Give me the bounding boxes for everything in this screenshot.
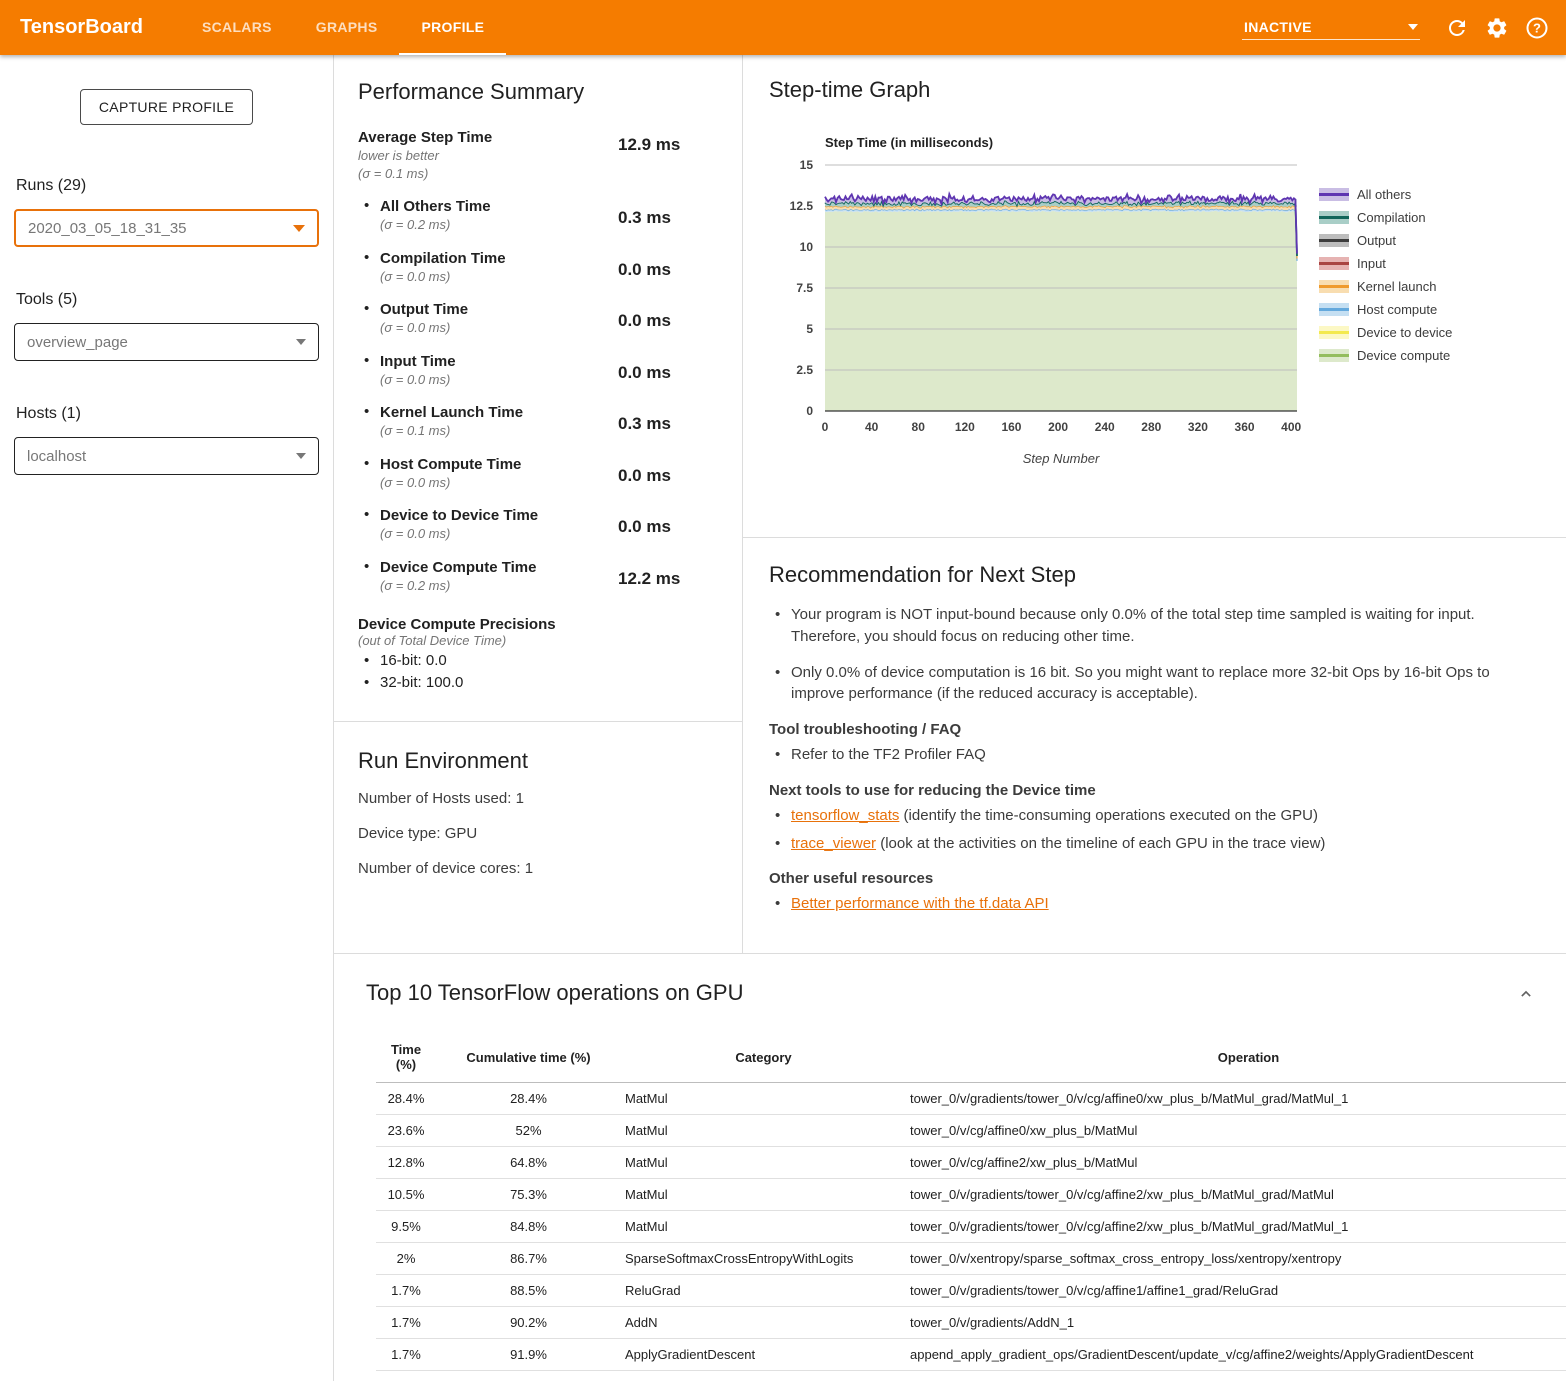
- top-navbar: [0, 0, 1566, 55]
- precisions-subtitle: (out of Total Device Time): [358, 633, 507, 649]
- table-cell: 90.2%: [436, 1307, 621, 1339]
- table-cell: ReluGrad: [621, 1275, 906, 1307]
- device-compute-precisions: [358, 616, 718, 694]
- table-cell: 23.6%: [376, 1115, 436, 1147]
- table-cell: 1.7%: [376, 1339, 436, 1371]
- metric-average-step-time: [358, 129, 718, 182]
- table-cell: 52%: [436, 1115, 621, 1147]
- table-row: [376, 1275, 1566, 1307]
- device-cores-line: Number of device cores: 1: [358, 860, 534, 877]
- chart-legend: [1319, 187, 1452, 371]
- svg-text:10: 10: [799, 240, 813, 254]
- link[interactable]: tensorflow_stats: [791, 806, 900, 824]
- recommendation-section: [743, 538, 1566, 953]
- svg-text:0: 0: [821, 420, 829, 434]
- svg-text:12.5: 12.5: [789, 199, 813, 213]
- legend-label: Host compute: [1357, 302, 1438, 317]
- table-row: [376, 1307, 1566, 1339]
- table-cell: 75.3%: [436, 1179, 621, 1211]
- table-cell: tower_0/v/xentropy/sparse_softmax_cross_entropy_loss/xentropy/xentropy: [906, 1243, 1566, 1275]
- table-cell: 1.7%: [376, 1275, 436, 1307]
- top-ops-table: [376, 1034, 1566, 1371]
- x-axis-label: Step Number: [1022, 451, 1100, 466]
- svg-text:?: ?: [1533, 20, 1541, 35]
- legend-swatch-icon: [1319, 188, 1349, 201]
- svg-text:120: 120: [954, 420, 975, 434]
- legend-item: [1319, 233, 1452, 248]
- table-cell: 86.7%: [436, 1243, 621, 1275]
- table-cell: 1.7%: [376, 1307, 436, 1339]
- table-row: [376, 1243, 1566, 1275]
- svg-text:7.5: 7.5: [796, 281, 813, 295]
- legend-item: [1319, 187, 1452, 202]
- table-cell: AddN: [621, 1307, 906, 1339]
- recommendation-subhead: Tool troubleshooting / FAQ: [769, 721, 962, 738]
- svg-text:15: 15: [799, 158, 813, 172]
- metric-sigma: (σ = 0.1 ms): [358, 165, 429, 181]
- table-row: [376, 1083, 1566, 1115]
- runs-select[interactable]: [14, 209, 319, 247]
- column-header: Cumulative time (%): [436, 1034, 621, 1083]
- svg-text:400: 400: [1281, 420, 1302, 434]
- top-ops-section: [334, 954, 1566, 1381]
- svg-text:240: 240: [1094, 420, 1115, 434]
- recommendation-bullet: • Only 0.0% of device computation is 16 bit. So you might want to replace more 32-bit Ops by 16-bit Ops to improve performance (if the reduced accuracy is acceptable).: [769, 662, 1540, 706]
- content: [334, 55, 1566, 1381]
- recommendation-subhead: Next tools to use for reducing the Device time: [769, 781, 1096, 799]
- legend-item: [1319, 325, 1452, 340]
- table-cell: 88.5%: [436, 1275, 621, 1307]
- column-header: Time (%): [376, 1034, 436, 1083]
- tools-select-value: overview_page: [27, 333, 128, 351]
- legend-swatch-icon: [1319, 303, 1349, 316]
- area-device-compute: [825, 211, 1297, 411]
- recommendation-item: • trace_viewer (look at the activities on the timeline of each GPU in the trace view): [769, 833, 1540, 855]
- help-icon[interactable]: [1524, 15, 1550, 41]
- table-cell: MatMul: [621, 1147, 906, 1179]
- recommendation-links-list: [769, 744, 1540, 766]
- legend-label: Device to device: [1357, 325, 1453, 340]
- recommendation-bullets: [769, 604, 1540, 705]
- tab-graphs[interactable]: GRAPHS: [315, 18, 378, 35]
- precision-item: • 16-bit: 0.0: [358, 650, 718, 672]
- table-cell: append_apply_gradient_ops/GradientDescent/update_v/cg/affine2/weights/ApplyGradientDescent: [906, 1339, 1566, 1371]
- legend-label: Output: [1357, 233, 1397, 248]
- precision-item: • 32-bit: 100.0: [358, 672, 718, 694]
- table-cell: MatMul: [621, 1179, 906, 1211]
- performance-summary-section: [334, 55, 742, 722]
- recommendation-title: Recommendation for Next Step: [769, 562, 1076, 587]
- table-row: [376, 1115, 1566, 1147]
- recommendation-links-list: [769, 805, 1540, 855]
- svg-text:40: 40: [864, 420, 879, 434]
- runs-label: Runs (29): [16, 177, 87, 194]
- runs-select-value: 2020_03_05_18_31_35: [28, 219, 187, 237]
- metric-list: [358, 198, 718, 594]
- legend-swatch-icon: [1319, 280, 1349, 293]
- legend-label: Compilation: [1357, 210, 1426, 225]
- table-row: [376, 1147, 1566, 1179]
- refresh-icon[interactable]: [1444, 15, 1470, 41]
- column-header: Operation: [906, 1034, 1566, 1083]
- metric-item: • Compilation Time (σ = 0.0 ms) 0.0 ms: [358, 250, 718, 286]
- link[interactable]: trace_viewer: [791, 834, 877, 852]
- metric-note: lower is better: [358, 148, 439, 163]
- table-cell: tower_0/v/cg/affine2/xw_plus_b/MatMul: [906, 1147, 1566, 1179]
- performance-summary-title: Performance Summary: [358, 79, 585, 104]
- table-cell: 91.9%: [436, 1339, 621, 1371]
- tab-scalars[interactable]: SCALARS: [202, 18, 272, 35]
- app-title: TensorBoard: [20, 16, 143, 38]
- metric-item: • Input Time (σ = 0.0 ms) 0.0 ms: [358, 353, 718, 389]
- table-cell: tower_0/v/gradients/tower_0/v/cg/affine0/xw_plus_b/MatMul_grad/MatMul_1: [906, 1083, 1566, 1115]
- recommendation-item: [769, 893, 1540, 915]
- capture-profile-button[interactable]: CAPTURE PROFILE: [80, 89, 253, 125]
- table-cell: 10.5%: [376, 1179, 436, 1211]
- svg-text:280: 280: [1141, 420, 1162, 434]
- tools-label: Tools (5): [16, 291, 78, 308]
- svg-text:2.5: 2.5: [796, 363, 813, 377]
- table-cell: tower_0/v/gradients/tower_0/v/cg/affine2/xw_plus_b/MatMul_grad/MatMul_1: [906, 1211, 1566, 1243]
- metric-item: • Device Compute Time (σ = 0.2 ms) 12.2 ms: [358, 559, 718, 595]
- device-type-line: Device type: GPU: [358, 825, 478, 842]
- legend-label: Kernel launch: [1357, 279, 1437, 294]
- legend-swatch-icon: [1319, 349, 1349, 362]
- legend-item: [1319, 348, 1452, 363]
- recommendation-item: • Refer to the TF2 Profiler FAQ: [769, 744, 1540, 766]
- status-dropdown[interactable]: [1242, 15, 1420, 40]
- table-cell: 64.8%: [436, 1147, 621, 1179]
- legend-item: [1319, 302, 1452, 317]
- metric-item: • Host Compute Time (σ = 0.0 ms) 0.0 ms: [358, 456, 718, 492]
- metric-item: • Device to Device Time (σ = 0.0 ms) 0.0 ms: [358, 507, 718, 543]
- tools-select[interactable]: [14, 323, 319, 361]
- recommendation-links-list: [769, 893, 1540, 915]
- metric-item: • All Others Time (σ = 0.2 ms) 0.3 ms: [358, 198, 718, 234]
- table-cell: 28.4%: [436, 1083, 621, 1115]
- chevron-down-icon: [293, 225, 305, 232]
- table-cell: tower_0/v/gradients/tower_0/v/cg/affine1/affine1_grad/ReluGrad: [906, 1275, 1566, 1307]
- top-ops-header-row: [376, 1034, 1566, 1083]
- svg-text:160: 160: [1001, 420, 1022, 434]
- tab-profile[interactable]: PROFILE: [399, 0, 506, 55]
- settings-gear-icon[interactable]: [1484, 15, 1510, 41]
- table-cell: 12.8%: [376, 1147, 436, 1179]
- recommendation-item: • tensorflow_stats (identify the time-consuming operations executed on the GPU): [769, 805, 1540, 827]
- table-cell: 84.8%: [436, 1211, 621, 1243]
- sidebar: [0, 55, 334, 1381]
- recommendation-subhead: Other useful resources: [769, 870, 934, 888]
- svg-text:0: 0: [806, 404, 813, 418]
- top-ops-title: Top 10 TensorFlow operations on GPU: [366, 980, 744, 1005]
- chevron-down-icon: [296, 339, 306, 345]
- table-row: [376, 1211, 1566, 1243]
- table-cell: 28.4%: [376, 1083, 436, 1115]
- table-cell: ApplyGradientDescent: [621, 1339, 906, 1371]
- legend-swatch-icon: [1319, 234, 1349, 247]
- hosts-used-line: Number of Hosts used: 1: [358, 790, 524, 807]
- chart-title: Step Time (in milliseconds): [825, 135, 994, 150]
- collapse-chevron-up-icon[interactable]: [1516, 984, 1536, 1009]
- step-time-graph-title: Step-time Graph: [769, 77, 931, 102]
- legend-item: [1319, 279, 1452, 294]
- precisions-title: Device Compute Precisions: [358, 616, 556, 634]
- legend-label: All others: [1357, 187, 1412, 202]
- metric-item: • Kernel Launch Time (σ = 0.1 ms) 0.3 ms: [358, 404, 718, 440]
- table-cell: SparseSoftmaxCrossEntropyWithLogits: [621, 1243, 906, 1275]
- svg-text:5: 5: [806, 322, 813, 336]
- table-cell: tower_0/v/cg/affine0/xw_plus_b/MatMul: [906, 1115, 1566, 1147]
- table-cell: 2%: [376, 1243, 436, 1275]
- svg-text:320: 320: [1187, 420, 1208, 434]
- table-row: [376, 1339, 1566, 1371]
- table-cell: MatMul: [621, 1211, 906, 1243]
- metric-label: Average Step Time: [358, 129, 493, 146]
- legend-label: Input: [1357, 256, 1386, 271]
- recommendation-bullet: • Your program is NOT input-bound because only 0.0% of the total step time sampled is waiting for input. Therefore, you should focus on reducing other time.: [769, 604, 1540, 648]
- legend-swatch-icon: [1319, 257, 1349, 270]
- chevron-down-icon: [1408, 24, 1418, 30]
- column-header: Category: [621, 1034, 906, 1083]
- status-dropdown-value: INACTIVE: [1244, 19, 1312, 35]
- legend-label: Device compute: [1357, 348, 1451, 363]
- legend-item: [1319, 256, 1452, 271]
- legend-swatch-icon: [1319, 211, 1349, 224]
- table-cell: tower_0/v/gradients/tower_0/v/cg/affine2/xw_plus_b/MatMul_grad/MatMul: [906, 1179, 1566, 1211]
- step-time-chart: [769, 129, 1309, 469]
- table-row: [376, 1179, 1566, 1211]
- table-cell: MatMul: [621, 1115, 906, 1147]
- precisions-list: [358, 650, 718, 694]
- svg-text:360: 360: [1234, 420, 1255, 434]
- metric-value: 12.9 ms: [618, 135, 681, 154]
- nav-tabs: [180, 0, 506, 55]
- table-cell: MatMul: [621, 1083, 906, 1115]
- metric-item: • Output Time (σ = 0.0 ms) 0.0 ms: [358, 301, 718, 337]
- legend-swatch-icon: [1319, 326, 1349, 339]
- run-environment-section: [334, 722, 742, 921]
- chevron-down-icon: [296, 453, 306, 459]
- svg-text:200: 200: [1048, 420, 1069, 434]
- topbar-actions: [1242, 0, 1566, 55]
- hosts-select-value: localhost: [27, 447, 87, 465]
- svg-text:80: 80: [911, 420, 925, 434]
- table-cell: 9.5%: [376, 1211, 436, 1243]
- hosts-label: Hosts (1): [16, 405, 81, 422]
- recommendation-subsections: [769, 721, 1540, 915]
- step-time-graph-section: [743, 55, 1566, 538]
- table-cell: tower_0/v/gradients/AddN_1: [906, 1307, 1566, 1339]
- legend-item: [1319, 210, 1452, 225]
- link[interactable]: Better performance with the tf.data API: [791, 895, 1049, 913]
- run-environment-title: Run Environment: [358, 748, 528, 773]
- hosts-select[interactable]: [14, 437, 319, 475]
